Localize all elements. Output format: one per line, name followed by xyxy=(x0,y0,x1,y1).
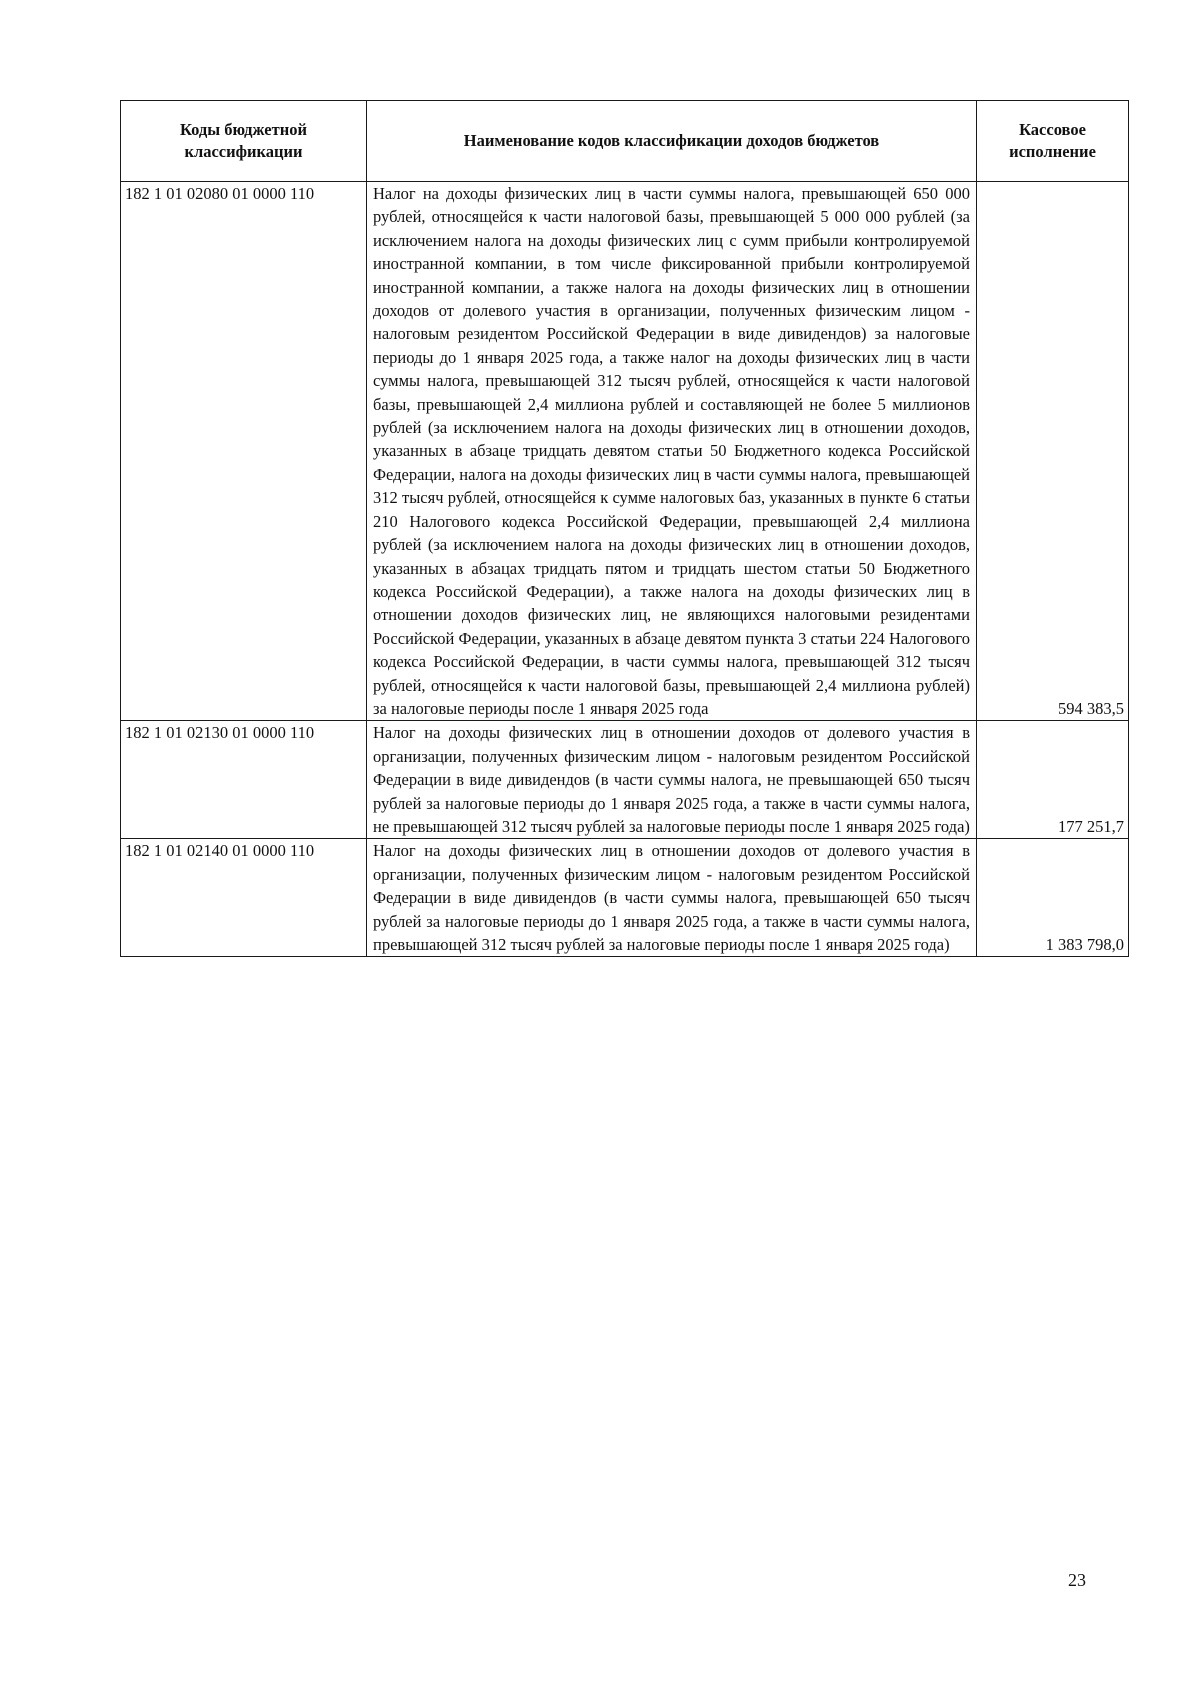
cell-code-name: Налог на доходы физических лиц в отношении доходов от долевого участия в организации, полученных физическим лицом - налоговым резидентом Российской Федерации в виде дивидендов (в части суммы налога, не превышающей 650 тысяч рублей за налоговые периоды до 1 января 2025 года, а также в части суммы налога, не превышающей 312 тысяч рублей за налоговые периоды после 1 января 2025 года) xyxy=(367,721,977,839)
cell-code-name: Налог на доходы физических лиц в отношении доходов от долевого участия в организации, полученных физическим лицом - налоговым резидентом Российской Федерации в виде дивидендов (в части суммы налога, превышающей 650 тысяч рублей за налоговые периоды до 1 января 2025 года, а также в части суммы налога, превышающей 312 тысяч рублей за налоговые периоды после 1 января 2025 года) xyxy=(367,839,977,957)
cell-budget-code: 182 1 01 02080 01 0000 110 xyxy=(121,182,367,721)
cell-budget-code: 182 1 01 02140 01 0000 110 xyxy=(121,839,367,957)
table-body xyxy=(121,182,1129,957)
cell-cash-amount: 1 383 798,0 xyxy=(977,839,1129,957)
cell-cash-amount: 594 383,5 xyxy=(977,182,1129,721)
header-budget-codes: Коды бюджетной классификации xyxy=(121,101,367,182)
cell-budget-code: 182 1 01 02130 01 0000 110 xyxy=(121,721,367,839)
table-header xyxy=(121,101,1129,182)
table-row xyxy=(121,721,1129,839)
budget-revenue-table xyxy=(120,100,1129,957)
table-header-row xyxy=(121,101,1129,182)
header-cash-execution: Кассовое исполнение xyxy=(977,101,1129,182)
page-number: 23 xyxy=(1068,1570,1086,1590)
cell-cash-amount: 177 251,7 xyxy=(977,721,1129,839)
header-code-names: Наименование кодов классификации доходов бюджетов xyxy=(367,101,977,182)
cell-code-name: Налог на доходы физических лиц в части суммы налога, превышающей 650 000 рублей, относящейся к части налоговой базы, превышающей 5 000 000 рублей (за исключением налога на доходы физических лиц с сумм прибыли контролируемой иностранной компании, в том числе фиксированной прибыли контролируемой иностранной компании, а также налога на доходы физических лиц в отношении доходов от долевого участия в организации, полученных физическим лицом - налоговым резидентом Российской Федерации в виде дивидендов) за налоговые периоды до 1 января 2025 года, а также налог на доходы физических лиц в части суммы налога, превышающей 312 тысяч рублей, относящейся к части налоговой базы, превышающей 2,4 миллиона рублей и составляющей не более 5 миллионов рублей (за исключением налога на доходы физических лиц в отношении доходов, указанных в абзаце тридцать девятом статьи 50 Бюджетного кодекса Российской Федерации, налога на доходы физических лиц в части суммы налога, превышающей 312 тысяч рублей, относящейся к сумме налоговых баз, указанных в пункте 6 статьи 210 Налогового кодекса Российской Федерации, превышающей 2,4 миллиона рублей (за исключением налога на доходы физических лиц в отношении доходов, указанных в абзацах тридцать пятом и тридцать шестом статьи 50 Бюджетного кодекса Российской Федерации), а также налога на доходы физических лиц в отношении доходов физических лиц, не являющихся налоговыми резидентами Российской Федерации, указанных в абзаце девятом пункта 3 статьи 224 Налогового кодекса Российской Федерации, в части суммы налога, превышающей 312 тысяч рублей, относящейся к части налоговой базы, превышающей 2,4 миллиона рублей) за налоговые периоды после 1 января 2025 года xyxy=(367,182,977,721)
table-row xyxy=(121,839,1129,957)
table-row xyxy=(121,182,1129,721)
